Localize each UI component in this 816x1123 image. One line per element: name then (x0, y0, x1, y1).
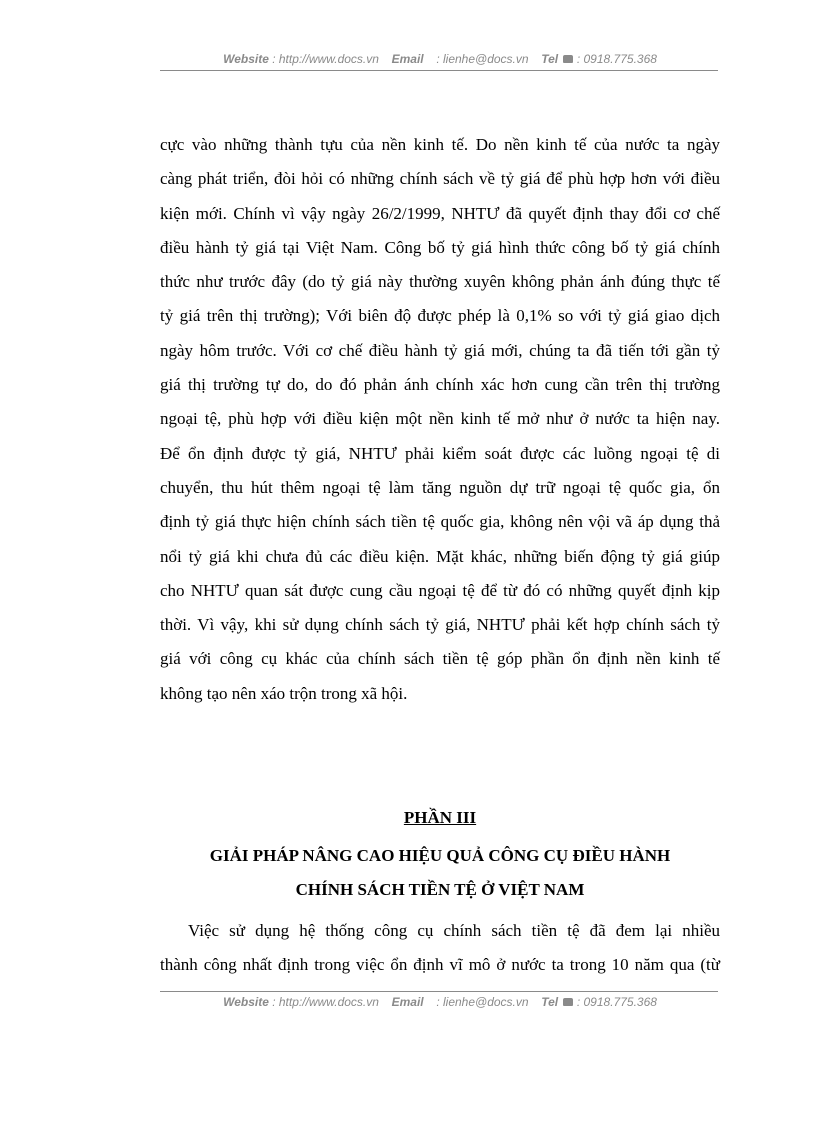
body-line: không tạo nên xáo trộn trong xã hội. (160, 683, 408, 703)
body-line: giá với công cụ khác của chính sách tiền tệ góp phần ổn định nền kinh tế (160, 649, 720, 669)
body-line: ngày hôm trước. Với cơ chế điều hành tỷ giá mới, chúng ta đã tiến tới gần tỷ (160, 340, 720, 360)
body-line: thời. Vì vậy, khi sử dụng chính sách tỷ giá, NHTƯ phải kết hợp chính sách tỷ (160, 615, 720, 635)
body-line: giá thị trường tự do, do đó phản ánh chính xác hơn cung cần trên thị trường (160, 375, 720, 395)
footer-website-label: Website (223, 995, 269, 1009)
header-tel-value: : 0918.775.368 (576, 52, 657, 66)
body-line: Để ổn định được tỷ giá, NHTƯ phải kiểm soát được các luồng ngoại tệ di (160, 443, 720, 463)
body-line: cho NHTƯ quan sát được cung cầu ngoại tệ để từ đó có những quyết định kịp (160, 580, 720, 600)
intro-paragraph (160, 914, 720, 982)
body-line: càng phát triển, đòi hỏi có những chính sách về tỷ giá để phù hợp hơn với điều (160, 169, 720, 189)
body-line: tỷ giá trên thị trường); Với biên độ được phép là 0,1% so với tỷ giá giao dịch (160, 306, 720, 326)
body-line: ngoại tệ, phù hợp với điều kiện một nền kinh tế mở như ở nước ta hiện nay. (160, 409, 720, 429)
header-divider (160, 70, 718, 71)
intro-line: Việc sử dụng hệ thống công cụ chính sách tiền tệ đã đem lại nhiều (188, 921, 720, 940)
body-line: kiện mới. Chính vì vậy ngày 26/2/1999, NHTƯ đã quyết định thay đổi cơ chế (160, 203, 720, 223)
body-paragraph (160, 128, 720, 711)
header-website-link[interactable]: : http://www.docs.vn (272, 52, 379, 66)
section-title-line-2: CHÍNH SÁCH TIỀN TỆ Ở VIỆT NAM (295, 880, 585, 899)
footer-tel-label: Tel (541, 995, 559, 1009)
intro-line: thành công nhất định trong việc ổn định vĩ mô ở nước ta trong 10 năm qua (từ (160, 955, 720, 974)
body-line: định tỷ giá thực hiện chính sách tiền tệ quốc gia, không nên vội vã áp dụng thả (160, 512, 720, 532)
body-line: cực vào những thành tựu của nền kinh tế. Do nền kinh tế của nước ta ngày (160, 135, 720, 154)
body-line: chuyển, thu hút thêm ngoại tệ làm tăng nguồn dự trữ ngoại tệ quốc gia, ổn (160, 477, 720, 497)
section-title-line-1: GIẢI PHÁP NÂNG CAO HIỆU QUẢ CÔNG CỤ ĐIỀU HÀNH (209, 846, 671, 865)
footer-divider (160, 991, 718, 992)
header-website-label: Website (223, 52, 269, 66)
phone-icon (563, 55, 573, 63)
header-email-link[interactable]: : lienhe@docs.vn (436, 52, 529, 66)
header-tel-label: Tel (541, 52, 559, 66)
body-line: thức như trước đây (do tỷ giá này thường xuyên không phản ánh đúng thực tế (160, 272, 720, 292)
body-line: nổi tỷ giá khi chưa đủ các điều kiện. Mặt khác, những biến động tỷ giá giúp (160, 546, 720, 566)
phone-icon (563, 998, 573, 1006)
body-line: điều hành tỷ giá tại Việt Nam. Công bố tỷ giá hình thức công bố tỷ giá chính (160, 237, 720, 257)
footer-tel-value: : 0918.775.368 (576, 995, 657, 1009)
page-header (160, 52, 720, 66)
footer-website-link[interactable]: : http://www.docs.vn (272, 995, 379, 1009)
footer-email-link[interactable]: : lienhe@docs.vn (436, 995, 529, 1009)
footer-email-label: Email (391, 995, 424, 1009)
page-footer (160, 995, 720, 1009)
header-email-label: Email (391, 52, 424, 66)
section-part-heading: PHẦN III (403, 808, 477, 827)
